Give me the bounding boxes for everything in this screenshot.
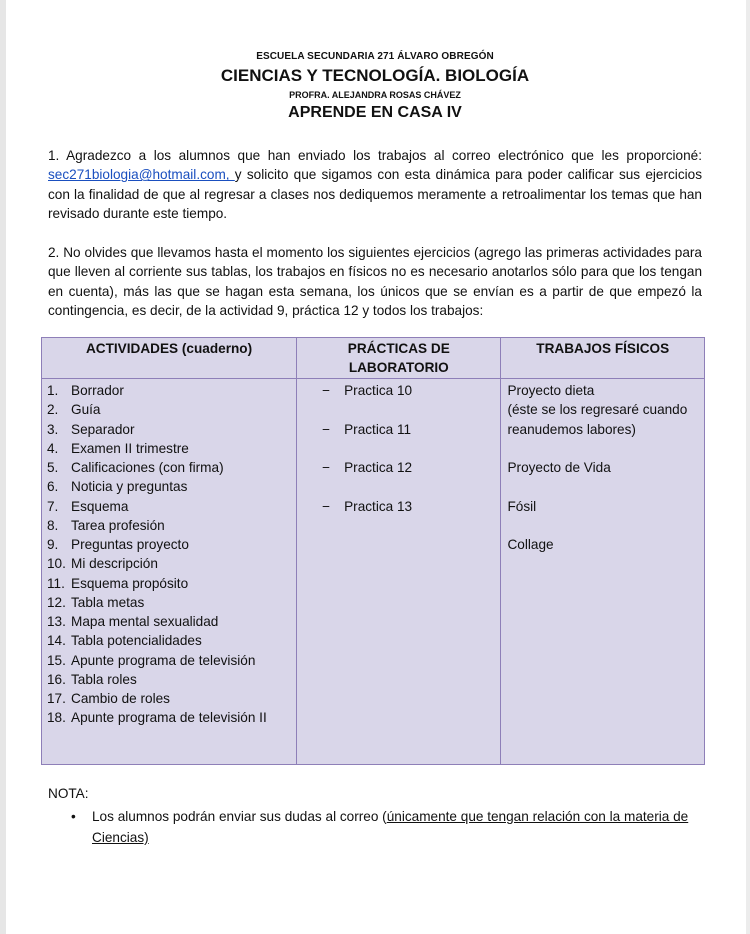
activity-label: Mapa mental sexualidad bbox=[71, 614, 219, 629]
activity-label: Apunte programa de televisión bbox=[71, 652, 256, 668]
activity-number: 6. bbox=[47, 479, 59, 495]
paragraph-2: 2. No olvides que llevamos hasta el momento los siguientes ejercicios (agrego las primeras actividades para que lleven al corriente sus tablas, los trabajos en físicos no es necesario anotarlos sólo para que los tengan en cuenta), más las que se hagan esta semana, los únicos que se envían es a partir de que empezó la contingencia, es decir, de la actividad 9, práctica 12 y todos los trabajos: bbox=[48, 245, 702, 318]
activity-label: Cambio de roles bbox=[71, 691, 170, 706]
work-item: Fósil bbox=[507, 498, 537, 514]
work-item bbox=[507, 439, 704, 458]
header-practices: PRÁCTICAS DE LABORATORIO bbox=[297, 338, 501, 379]
activity-number: 3. bbox=[47, 421, 59, 437]
dash-bullet: − bbox=[322, 460, 331, 475]
activity-label: Tabla metas bbox=[71, 594, 145, 610]
works-column bbox=[501, 379, 705, 765]
practice-label: Practica 13 bbox=[344, 498, 413, 514]
activity-item bbox=[47, 477, 296, 496]
activity-label: Preguntas proyecto bbox=[71, 537, 189, 552]
dash-bullet: − bbox=[322, 421, 331, 437]
activity-label: Noticia y preguntas bbox=[71, 479, 188, 495]
activity-number: 13. bbox=[47, 614, 66, 629]
activity-number: 11. bbox=[47, 575, 65, 591]
activity-label: Tabla roles bbox=[71, 671, 137, 687]
paragraph-1-suffix: y solicito que sigamos con esta dinámica para poder calificar sus ejercicios con la finalidad de que al regresar a clases nos dediquemos meramente a retroalimentar los temas que han revisado durante este tiempo. bbox=[48, 167, 702, 221]
email-link[interactable]: sec271biologia@hotmail.com, bbox=[48, 167, 235, 183]
dash-bullet: − bbox=[322, 383, 331, 398]
activity-item bbox=[47, 535, 296, 554]
work-item bbox=[507, 477, 704, 496]
activity-item bbox=[47, 708, 296, 727]
practice-label: Practica 12 bbox=[344, 460, 413, 475]
activity-number: 18. bbox=[47, 710, 66, 726]
activity-label: Esquema propósito bbox=[71, 575, 189, 591]
paragraph-1 bbox=[48, 146, 702, 223]
activity-label: Esquema bbox=[71, 498, 129, 514]
note-list-item bbox=[48, 806, 702, 848]
practice-item bbox=[322, 400, 500, 419]
work-item: Proyecto de Vida bbox=[507, 460, 611, 475]
table-header-row bbox=[42, 338, 705, 379]
activity-item bbox=[47, 381, 296, 400]
activity-number: 15. bbox=[47, 652, 66, 668]
practice-item bbox=[322, 420, 500, 439]
activity-item bbox=[47, 612, 296, 631]
bullet-icon: • bbox=[71, 809, 76, 824]
activity-label: Borrador bbox=[71, 383, 124, 398]
activity-number: 12. bbox=[47, 594, 66, 610]
school-name: ESCUELA SECUNDARIA 271 ÁLVARO OBREGÓN bbox=[256, 51, 494, 62]
note-text bbox=[92, 806, 702, 848]
activity-item bbox=[47, 458, 296, 477]
dash-bullet: − bbox=[322, 498, 331, 514]
work-item: Collage bbox=[507, 537, 554, 552]
activity-item bbox=[47, 689, 296, 708]
table-body-row bbox=[42, 379, 705, 765]
note-heading: NOTA: bbox=[48, 786, 89, 801]
activity-number: 17. bbox=[47, 691, 66, 706]
activity-item bbox=[47, 497, 296, 516]
practice-label: Practica 11 bbox=[344, 421, 412, 437]
practice-item bbox=[322, 439, 500, 458]
activity-label: Calificaciones (con firma) bbox=[71, 460, 224, 475]
activity-item bbox=[47, 400, 296, 419]
header-works: TRABAJOS FÍSICOS bbox=[501, 338, 705, 379]
practice-item bbox=[322, 458, 500, 477]
activity-label: Separador bbox=[71, 421, 135, 437]
activity-item bbox=[47, 420, 296, 439]
activity-number: 16. bbox=[47, 671, 66, 687]
header-activities: ACTIVIDADES (cuaderno) bbox=[42, 338, 297, 379]
activity-number: 14. bbox=[47, 633, 66, 649]
activity-item bbox=[47, 439, 296, 458]
activity-number: 2. bbox=[47, 402, 59, 418]
activity-item bbox=[47, 651, 296, 670]
activity-label: Examen II trimestre bbox=[71, 440, 189, 456]
activity-number: 7. bbox=[47, 498, 59, 514]
practices-column bbox=[297, 379, 501, 765]
activities-column bbox=[42, 379, 297, 765]
activity-label: Guía bbox=[71, 402, 101, 418]
work-item: (éste se los regresaré cuando bbox=[507, 402, 688, 418]
activities-table bbox=[41, 337, 705, 765]
work-item: reanudemos labores) bbox=[507, 421, 636, 437]
activity-number: 8. bbox=[47, 517, 59, 533]
activity-number: 5. bbox=[47, 460, 59, 475]
activity-label: Mi descripción bbox=[71, 556, 158, 572]
work-item bbox=[507, 516, 704, 535]
activity-item bbox=[47, 574, 296, 593]
activity-label: Tabla potencialidades bbox=[71, 633, 202, 649]
work-item: Proyecto dieta bbox=[507, 383, 595, 398]
practice-label: Practica 10 bbox=[344, 383, 413, 398]
document-title: APRENDE EN CASA IV bbox=[288, 104, 462, 121]
paragraph-1-prefix: 1. Agradezco a los alumnos que han enviado los trabajos al correo electrónico que les proporcioné: bbox=[48, 148, 702, 163]
practice-item bbox=[322, 477, 500, 496]
activity-item bbox=[47, 631, 296, 650]
activity-item bbox=[47, 554, 296, 573]
activity-number: 9. bbox=[47, 537, 59, 552]
subject-title: CIENCIAS Y TECNOLOGÍA. BIOLOGÍA bbox=[220, 66, 530, 85]
note-text-underlined: únicamente que tengan relación con la materia de Ciencias) bbox=[92, 809, 689, 845]
activity-number: 4. bbox=[47, 440, 59, 456]
teacher-name: PROFRA. ALEJANDRA ROSAS CHÁVEZ bbox=[289, 90, 461, 100]
activity-item bbox=[47, 670, 296, 689]
activity-label: Apunte programa de televisión II bbox=[71, 710, 267, 726]
practice-item bbox=[322, 497, 500, 516]
activity-number: 10. bbox=[47, 556, 66, 572]
activity-number: 1. bbox=[47, 383, 59, 398]
activity-item bbox=[47, 593, 296, 612]
activity-item bbox=[47, 516, 296, 535]
practice-item bbox=[322, 381, 500, 400]
activity-label: Tarea profesión bbox=[71, 517, 165, 533]
note-text-plain: Los alumnos podrán enviar sus dudas al correo ( bbox=[92, 809, 387, 824]
